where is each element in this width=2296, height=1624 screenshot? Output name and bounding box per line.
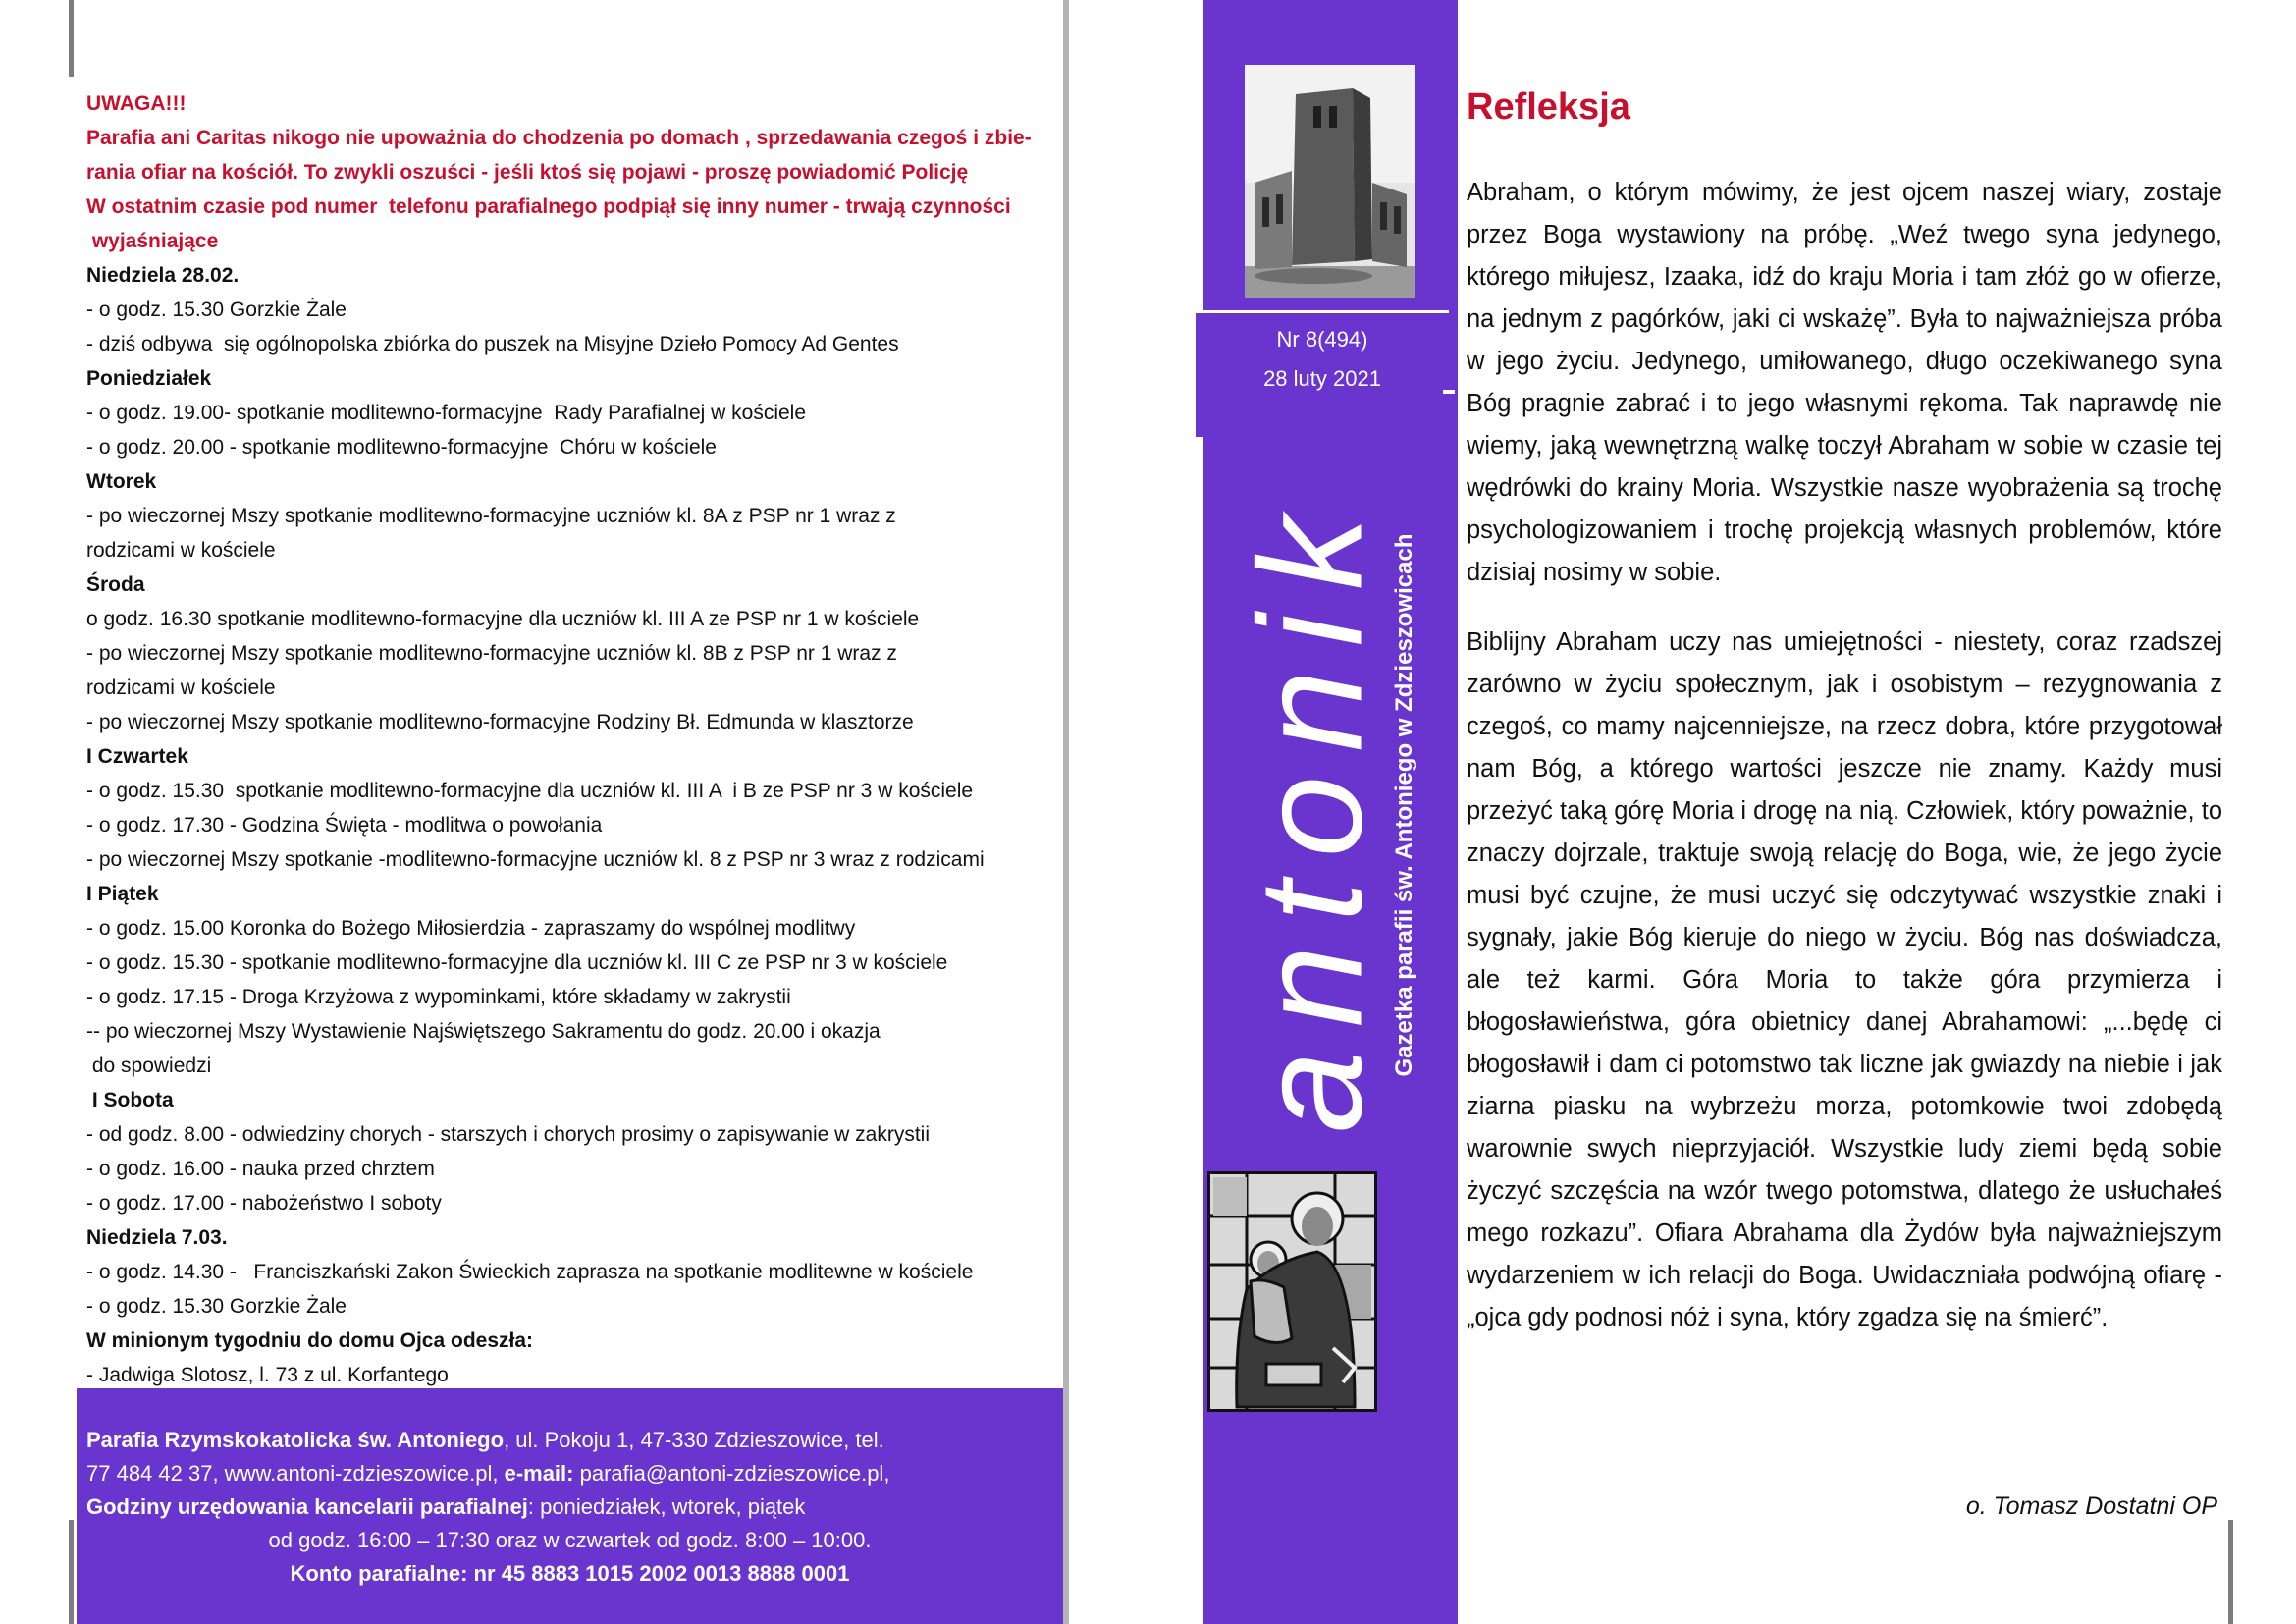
schedule-day-heading: Środa (86, 573, 145, 596)
schedule-item: - o godz. 15.30 Gorzkie Żale (86, 1295, 347, 1318)
schedule-item: -- po wieczornej Mszy Wystawienie Najświętszego Sakramentu do godz. 20.00 i okazja (86, 1020, 881, 1043)
schedule-item: - o godz. 15.30 spotkanie modlitewno-formacyjne dla uczniów kl. III A i B ze PSP nr 3 w kościele (86, 780, 974, 802)
schedule-item: - po wieczornej Mszy spotkanie -modlitewno-formacyjne uczniów kl. 8 z PSP nr 3 wraz z rodzicami (86, 848, 985, 871)
schedule-list (86, 258, 1063, 1392)
announcements-column (86, 86, 1063, 1392)
email-address[interactable]: parafia@antoni-zdzieszowice.pl, (573, 1461, 890, 1486)
saint-anthony-window (1207, 1171, 1377, 1412)
schedule-item: - o godz. 17.30 - Godzina Święta - modlitwa o powołania (86, 814, 603, 837)
schedule-item: rodzicami w kościele (86, 539, 276, 562)
schedule-day-heading: I Sobota (86, 1089, 174, 1111)
issue-info-box (1193, 310, 1449, 437)
contact-line (86, 1457, 1053, 1490)
schedule-item: - od godz. 8.00 - odwiedziny chorych - starszych i chorych prosimy o zapisywanie w zakrystii (86, 1123, 930, 1146)
schedule-item: - Jadwiga Slotosz, l. 73 z ul. Korfantego (86, 1364, 449, 1386)
schedule-day-heading: Niedziela 28.02. (86, 264, 240, 287)
notice-line: Parafia ani Caritas nikogo nie upoważnia do chodzenia po domach , sprzedawania czegoś i zbie- (86, 127, 1032, 149)
contact-line (86, 1424, 1053, 1457)
parish-contact-box (77, 1388, 1063, 1624)
schedule-day-heading: Niedziela 7.03. (86, 1226, 228, 1249)
parish-name: Parafia Rzymskokatolicka św. Antoniego (86, 1428, 505, 1452)
schedule-item: - po wieczornej Mszy spotkanie modlitewno-formacyjne uczniów kl. 8A z PSP nr 1 wraz z (86, 505, 896, 527)
hours-times: od godz. 16:00 – 17:30 oraz w czwartek od godz. 8:00 – 10:00. (268, 1528, 872, 1552)
left-page-right-edge (1063, 0, 1069, 1624)
reflection-author: o. Tomasz Dostatni OP (1965, 1492, 2217, 1520)
left-page-top-mark (69, 0, 74, 77)
church-photo (1245, 65, 1415, 298)
notice-line: rania ofiar na kościół. To zwykli oszuści - jeśli ktoś się pojawi - proszę powiadomić Policję (86, 161, 969, 184)
masthead-subtitle: Gazetka parafii św. Antoniego w Zdzieszowicach (1391, 533, 1417, 1077)
masthead-title-wrap (1227, 460, 1393, 1166)
reflection-body (1467, 172, 2222, 1367)
schedule-item: - dziś odbywa się ogólnopolska zbiórka do puszek na Misyjne Dzieło Pomocy Ad Gentes (86, 333, 899, 355)
schedule-item: rodzicami w kościele (86, 677, 276, 699)
notice-line: W ostatnim czasie pod numer telefonu parafialnego podpiął się inny numer - trwają czynności (86, 195, 1011, 218)
phone-web[interactable]: 77 484 42 37, www.antoni-zdzieszowice.pl, (86, 1461, 505, 1486)
right-page-bottom-mark (2228, 1520, 2233, 1624)
schedule-day-heading: Wtorek (86, 470, 157, 493)
email-label: e-mail: (504, 1461, 574, 1486)
schedule-item: o godz. 16.30 spotkanie modlitewno-formacyjne dla uczniów kl. III A ze PSP nr 1 w kościele (86, 608, 920, 630)
notice-line: wyjaśniające (86, 230, 219, 252)
schedule-day-heading: W minionym tygodniu do domu Ojca odeszła: (86, 1329, 534, 1352)
schedule-day-heading: I Czwartek (86, 745, 188, 768)
schedule-item: do spowiedzi (86, 1055, 212, 1077)
schedule-item: - o godz. 20.00 - spotkanie modlitewno-formacyjne Chóru w kościele (86, 436, 717, 459)
schedule-item: - o godz. 17.15 - Droga Krzyżowa z wypominkami, które składamy w zakrystii (86, 986, 791, 1008)
schedule-item: - o godz. 16.00 - nauka przed chrztem (86, 1158, 435, 1180)
issue-number: Nr 8(494) (1276, 327, 1368, 352)
hours-label: Godziny urzędowania kancelarii parafialnej (86, 1494, 528, 1519)
parish-address: , ul. Pokoju 1, 47-330 Zdzieszowice, tel. (504, 1428, 884, 1452)
reflection-paragraph: Abraham, o którym mówimy, że jest ojcem naszej wiary, zostaje przez Boga wystawiony na próbę. „Weź twego syna jedynego, którego miłujesz, Izaaka, idź do kraju Moria i tam złóż go w ofierze, na jednym z pagórków, jaki ci wskażę”. Była to najważniejsza próba w jego życiu. Jedynego, umiłowanego, długo oczekiwanego syna Bóg pragnie zabrać i to jego własnymi rękoma. Tak naprawdę nie wiemy, jaką wewnętrzną walkę toczył Abraham w sobie w czasie tej wędrówki do krainy Moria. Wszystkie nasze wyobrażenia są trochę psychologizowaniem i trochę projekcją własnych problemów, które dzisiaj nosimy w sobie. (1467, 179, 2222, 586)
bank-account: Konto parafialne: nr 45 8883 1015 2002 0013 8888 0001 (290, 1561, 850, 1586)
hours-days: : poniedziałek, wtorek, piątek (527, 1494, 806, 1519)
schedule-item: - po wieczornej Mszy spotkanie modlitewno-formacyjne uczniów kl. 8B z PSP nr 1 wraz z (86, 642, 897, 665)
schedule-item: - o godz. 15.30 Gorzkie Żale (86, 298, 347, 321)
hours-line (86, 1490, 1053, 1524)
schedule-item: - o godz. 15.00 Koronka do Bożego Miłosierdzia - zapraszamy do wspólnej modlitwy (86, 917, 856, 940)
reflection-paragraph: Biblijny Abraham uczy nas umiejętności - niestety, coraz rzadszej zarówno w życiu społecznym, jak i osobistym – rezygnowania z czegoś, co mamy najcenniejsze, na rzecz dobra, które przygotował nam Bóg, a którego wartości jeszcze nie znamy. Każdy musi przeżyć taką górę Moria i drogę na nią. Człowiek, który poważnie, to znaczy dojrzale, traktuje swoją relację do Boga, wie, że jego życie musi być czujne, że musi uczyć się odczytywać wszystkie znaki i sygnały, jakie Bóg kieruje do niego w życiu. Bóg nas doświadcza, ale też karmi. Góra Moria to także góra przymierza i błogosławieństwa, góra obietnicy danej Abrahamowi: „...będę ci błogosławił i dam ci potomstwo tak liczne jak gwiazdy na niebie i jak ziarna piasku na wybrzeżu morza, potomkowie twoi zdobędą warownie swych nieprzyjaciół. Wszystkie ludy ziemi będą sobie życzyć szczęścia na wzór twego potomstwa, dlatego że usłuchałeś mego rozkazu”. Ofiara Abrahama dla Żydów była najważniejszym wydarzeniem w ich relacji do Boga. Uwidaczniała podwójną ofiarę - „ojca gdy podnosi nóż i syna, który zgadza się na śmierć”. (1467, 628, 2222, 1331)
schedule-item: - o godz. 14.30 - Franciszkański Zakon Świeckich zaprasza na spotkanie modlitewne w kościele (86, 1261, 974, 1283)
stained-glass-illustration (1207, 1171, 1377, 1412)
schedule-item: - o godz. 17.00 - nabożeństwo I soboty (86, 1192, 442, 1215)
schedule-day-heading: Poniedziałek (86, 367, 212, 390)
schedule-item: - o godz. 19.00- spotkanie modlitewno-formacyjne Rady Parafialnej w kościele (86, 402, 807, 424)
masthead-title: antonik (1227, 493, 1393, 1133)
issue-date: 28 luty 2021 (1263, 366, 1381, 391)
schedule-day-heading: I Piątek (86, 883, 159, 905)
masthead-subtitle-wrap (1387, 481, 1422, 1129)
notice-heading: UWAGA!!! (86, 92, 187, 115)
issue-box-tick (1443, 390, 1455, 394)
left-page-bottom-mark (69, 1520, 74, 1624)
church-illustration (1245, 65, 1415, 298)
schedule-item: - po wieczornej Mszy spotkanie modlitewno-formacyjne Rodziny Bł. Edmunda w klasztorze (86, 711, 914, 733)
reflection-title: Refleksja (1467, 86, 1630, 128)
schedule-item: - o godz. 15.30 - spotkanie modlitewno-formacyjne dla uczniów kl. III C ze PSP nr 3 w kościele (86, 951, 948, 974)
